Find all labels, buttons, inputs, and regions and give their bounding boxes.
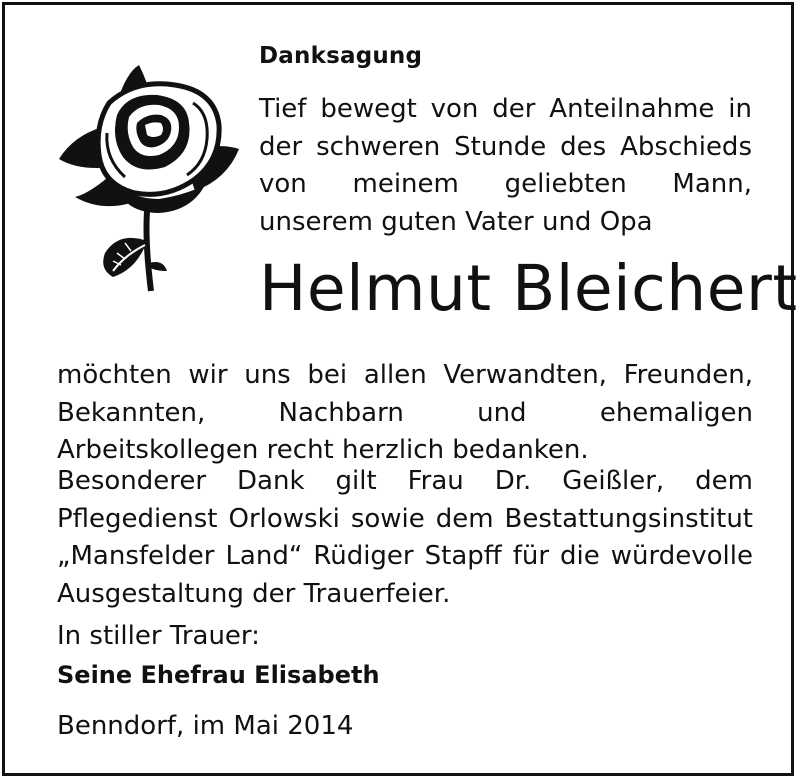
thanks-paragraph: möchten wir uns bei allen Verwandten, Freunden, Bekannten, Nachbarn und ehemaligen Arbeitskollegen recht herzlich bedanken. <box>57 360 753 465</box>
deceased-name: Helmut Bleichert <box>259 252 798 325</box>
notice-heading: Danksagung <box>259 43 423 69</box>
place-date: Benndorf, im Mai 2014 <box>57 711 354 741</box>
signer-name: Seine Ehefrau Elisabeth <box>57 661 380 689</box>
intro-text: Tief bewegt von der Anteilnahme in der schweren Stunde des Abschieds von meinem geliebten Mann, unserem guten Vater und Opa <box>259 94 752 237</box>
special-thanks-paragraph: Besonderer Dank gilt Frau Dr. Geißler, dem Pflegedienst Orlowski sowie dem Bestattungsinstitut „Mansfelder Land“ Rüdiger Stapff für die würdevolle Ausgestaltung der Trauerfeier. <box>57 466 753 609</box>
rose-icon <box>55 63 240 293</box>
obituary-notice-frame <box>2 2 798 776</box>
closing-line: In stiller Trauer: <box>57 621 260 651</box>
